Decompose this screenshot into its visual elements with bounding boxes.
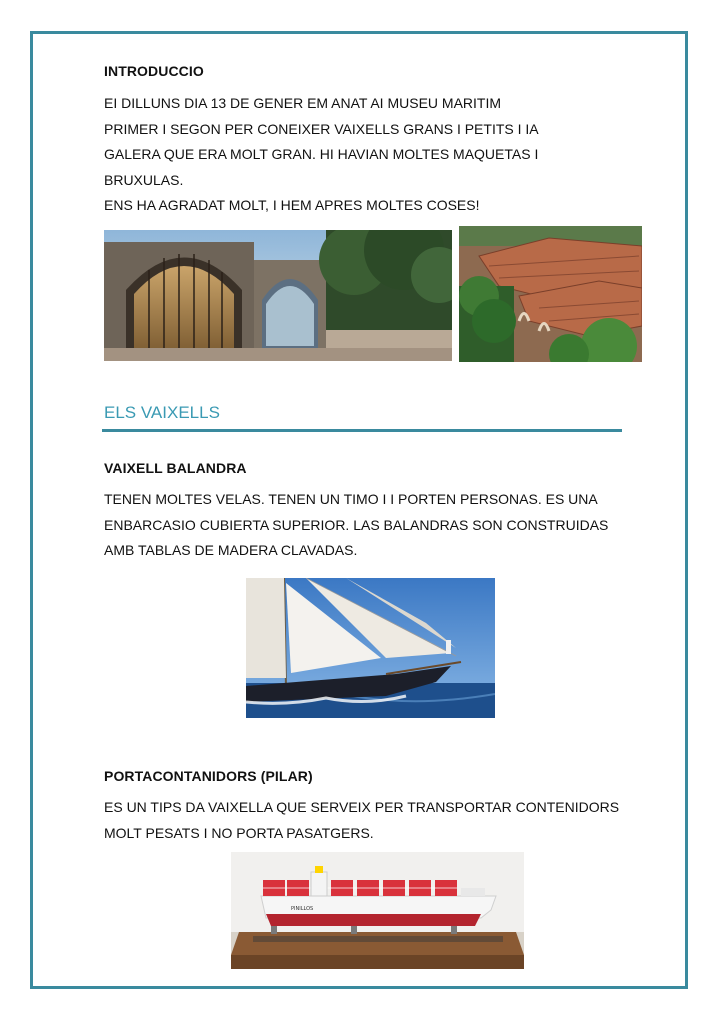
svg-text:PINILLOS: PINILLOS <box>291 906 314 912</box>
portacontainers-line: ES UN TIPS DA VAIXELLA QUE SERVEIX PER TRANSPORTAR CONTENIDORS <box>104 799 620 815</box>
portacontainers-heading: PORTACONTANIDORS (PILAR) <box>104 768 313 784</box>
section-title: ELS VAIXELLS <box>104 403 220 422</box>
balandra-line: AMB TABLAS DE MADERA CLAVADAS. <box>104 542 358 558</box>
balandra-line: ENBARCASIO CUBIERTA SUPERIOR. LAS BALANDRAS SON CONSTRUIDAS <box>104 516 609 533</box>
intro-heading: INTRODUCCIO <box>104 63 204 79</box>
balandra-line: TENEN MOLTES VELAS. TENEN UN TIMO I I PORTEN PERSONAS. ES UNA <box>104 491 598 507</box>
balandra-paragraph <box>104 487 620 564</box>
container-ship-model-photo <box>231 852 524 969</box>
intro-line: ENS HA AGRADAT MOLT, I HEM APRES MOLTES COSES! <box>104 197 480 213</box>
portacontainers-paragraph <box>104 795 620 846</box>
sailboat-photo <box>246 578 495 718</box>
intro-line: GALERA QUE ERA MOLT GRAN. HI HAVIAN MOLTES MAQUETAS I <box>104 146 539 162</box>
portacontainers-line: MOLT PESATS I NO PORTA PASATGERS. <box>104 824 374 841</box>
section-divider <box>102 429 622 432</box>
balandra-heading: VAIXELL BALANDRA <box>104 460 247 476</box>
museum-facade-photo <box>104 230 452 361</box>
intro-line: EI DILLUNS DIA 13 DE GENER EM ANAT AI MUSEU MARITIM <box>104 95 502 111</box>
intro-line: BRUXULAS. <box>104 171 184 188</box>
museum-aerial-photo <box>459 226 642 362</box>
intro-paragraph <box>104 91 620 219</box>
intro-line: PRIMER I SEGON PER CONEIXER VAIXELLS GRANS I PETITS I IA <box>104 120 539 137</box>
